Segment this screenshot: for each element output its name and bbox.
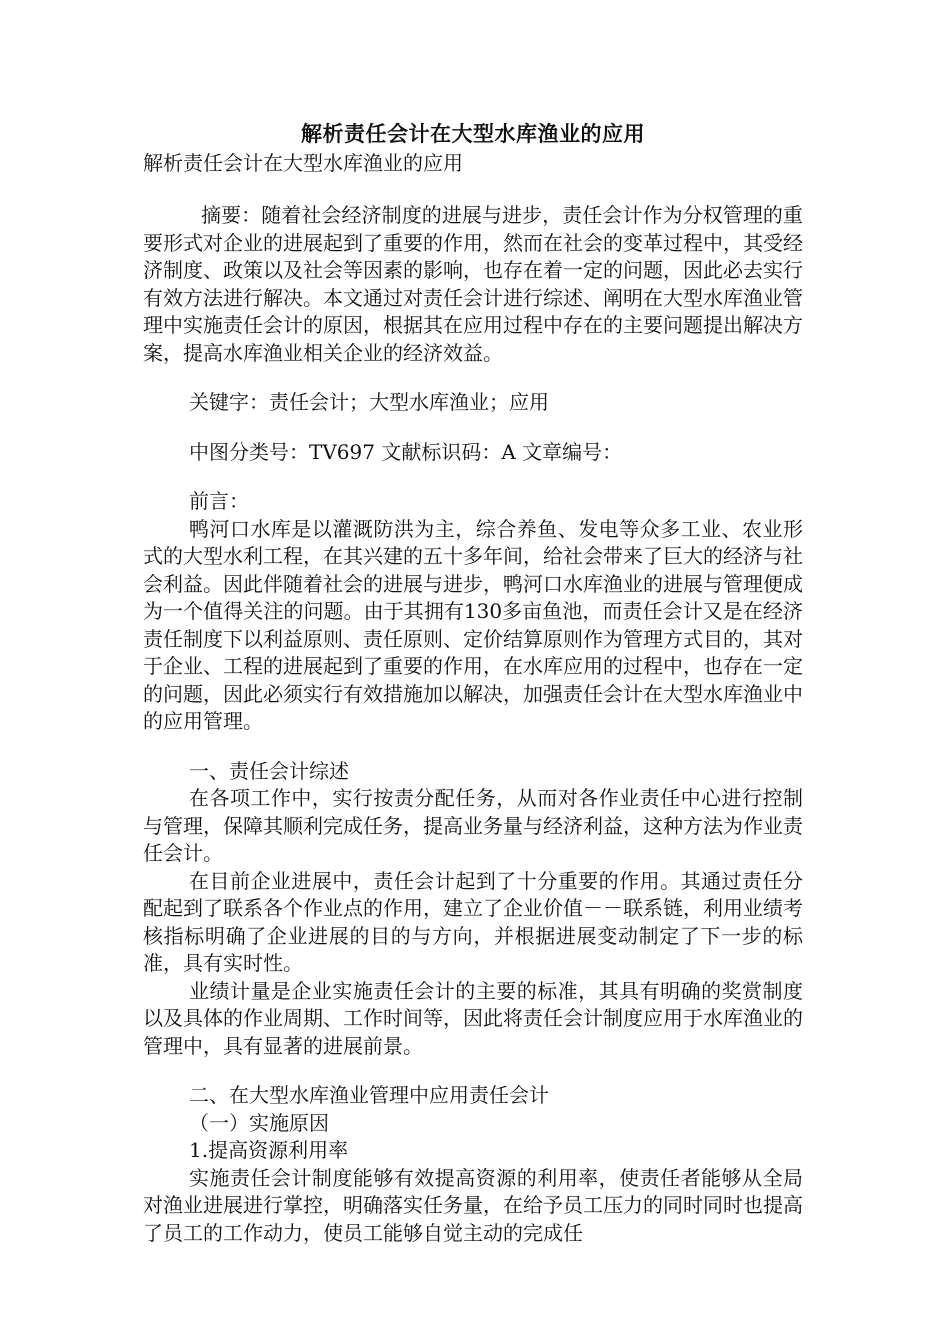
document-subtitle: 解析责任会计在大型水库渔业的应用 [143, 151, 463, 175]
keywords-line: 关键字：责任会计；大型水库渔业；应用 [189, 390, 549, 414]
section-1-heading: 一、责任会计综述 [189, 758, 349, 783]
section-1-paragraph-2: 在目前企业进展中，责任会计起到了十分重要的作用。其通过责任分配起到了联系各个作业点的作用，建立了企业价值－－联系链，利用业绩考核指标明确了企业进展的目的与方向，并根据进展变动制定了下一步的标准，具有实时性。 [143, 868, 803, 975]
section-2-item-1: 1.提高资源利用率 [189, 1138, 349, 1162]
section-2-subheading-1: （一）实施原因 [189, 1110, 329, 1135]
classification-line: 中图分类号：TV697 文献标识码：A 文章编号： [189, 439, 623, 464]
preface-heading: 前言： [189, 489, 249, 513]
document-page [143, 118, 803, 1247]
abstract-paragraph: 摘要：随着社会经济制度的进展与进步，责任会计作为分权管理的重要形式对企业的进展起到了重要的作用，然而在社会的变革过程中，其受经济制度、政策以及社会等因素的影响，也存在着一定的问题，因此必去实行有效方法进行解决。本文通过对责任会计进行综述、阐明在大型水库渔业管理中实施责任会计的原因，根据其在应用过程中存在的主要问题提出解决方案，提高水库渔业相关企业的经济效益。 [143, 203, 803, 365]
preface-paragraph: 鸭河口水库是以灌溉防洪为主，综合养鱼、发电等众多工业、农业形式的大型水利工程，在其兴建的五十多年间，给社会带来了巨大的经济与社会利益。因此伴随着社会的进展与进步，鸭河口水库渔业的进展与管理便成为一个值得关注的问题。由于其拥有130多亩鱼池，而责任会计又是在经济责任制度下以利益原则、责任原则、定价结算原则作为管理方式目的，其对于企业、工程的进展起到了重要的作用，在水库应用的过程中，也存在一定的问题，因此必须实行有效措施加以解决，加强责任会计在大型水库渔业中的应用管理。 [143, 516, 803, 733]
section-1-paragraph-1: 在各项工作中，实行按责分配任务，从而对各作业责任中心进行控制与管理，保障其顺利完成任务，提高业务量与经济利益，这种方法为作业责任会计。 [143, 786, 803, 865]
section-2-paragraph-1: 实施责任会计制度能够有效提高资源的利用率，使责任者能够从全局对渔业进展进行掌控，明确落实任务量，在给予员工压力的同时同时也提高了员工的工作动力，使员工能够自觉主动的完成任 [143, 1165, 803, 1245]
document-title: 解析责任会计在大型水库渔业的应用 [301, 122, 645, 146]
section-2-heading: 二、在大型水库渔业管理中应用责任会计 [189, 1083, 549, 1107]
section-1-paragraph-3: 业绩计量是企业实施责任会计的主要的标准，其具有明确的奖赏制度以及具体的作业周期、工作时间等，因此将责任会计制度应用于水库渔业的管理中，具有显著的进展前景。 [143, 978, 803, 1058]
